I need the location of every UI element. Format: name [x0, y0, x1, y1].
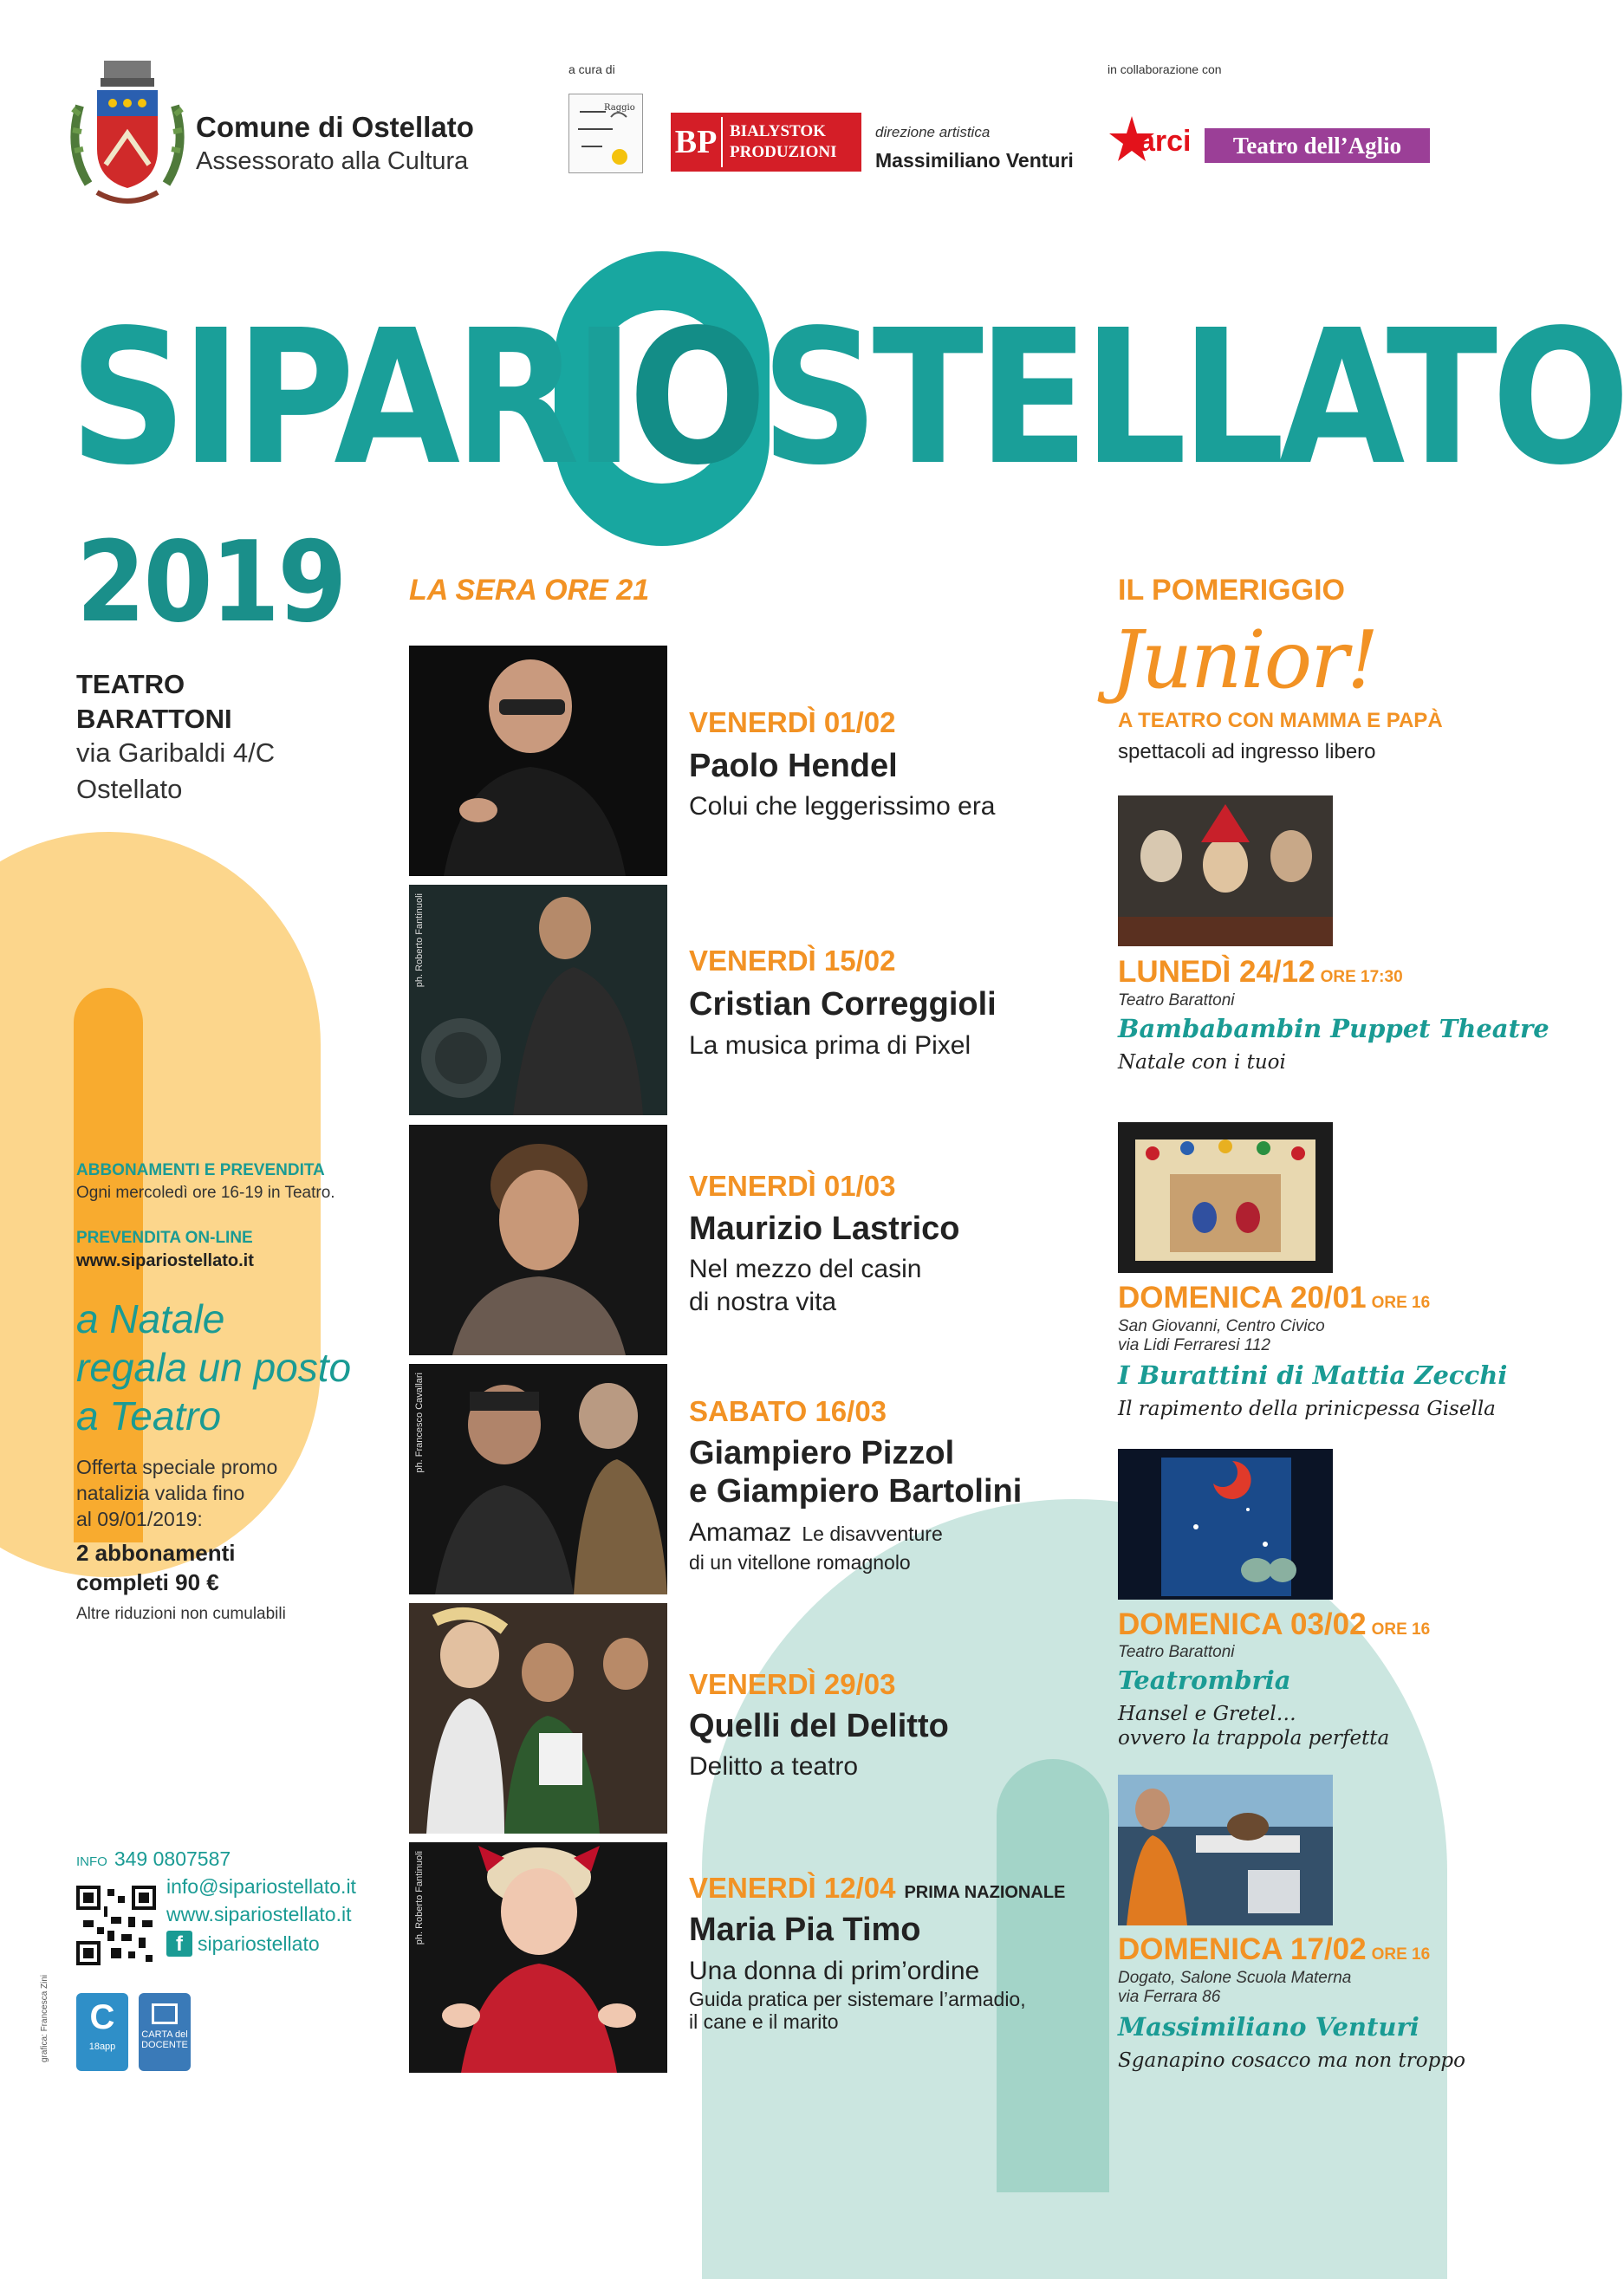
junior-event-hour: ORE 17:30	[1320, 968, 1403, 986]
svg-text:Raggio: Raggio	[604, 103, 635, 113]
junior-event-show-line2: ovvero la trappola perfetta	[1118, 1727, 1390, 1750]
junior-event-date	[1118, 955, 1403, 990]
raggio-verde-logo	[568, 94, 643, 173]
facebook-icon: f	[166, 1931, 192, 1957]
festival-title	[69, 290, 1624, 506]
photo-credit: ph. Francesco Cavallari	[414, 1373, 425, 1473]
offer-line2: natalizia valida fino	[76, 1482, 245, 1504]
prevendita-online-link[interactable]: www.sipariostellato.it	[76, 1251, 254, 1270]
natale-line3: a Teatro	[76, 1393, 222, 1438]
event-sub-line2: il cane e il marito	[689, 2010, 839, 2033]
arci-text: arci	[1139, 125, 1192, 158]
event-artist: Maria Pia Timo	[689, 1912, 921, 1948]
18app-badge: C 18app	[76, 1993, 128, 2071]
junior-event-date-text: LUNEDÌ 24/12	[1118, 955, 1315, 989]
venue-name-line2: BARATTONI	[76, 704, 232, 734]
event-date	[689, 1872, 1065, 1905]
bialystok-produzioni-logo	[671, 113, 861, 172]
photo-credit: ph. Roberto Fantinuoli	[414, 1851, 425, 1945]
event-show-line1: Nel mezzo del casin	[689, 1255, 922, 1283]
event-date: SABATO 16/03	[689, 1395, 887, 1427]
title-part2: STELLATO	[761, 290, 1624, 506]
direzione-label: direzione artistica	[875, 124, 991, 140]
event-sub	[689, 1988, 1026, 2033]
junior-title: Junior!	[1111, 614, 1378, 706]
facebook-handle: sipariostellato	[198, 1932, 320, 1955]
event-sub-line1: Guida pratica per sistemare l’armadio,	[689, 1988, 1026, 2010]
event-artist: Paolo Hendel	[689, 748, 898, 784]
junior-event-company: I Burattini di Mattia Zecchi	[1118, 1360, 1508, 1390]
abbo-line1: 2 abbonamenti	[76, 1540, 236, 1566]
phone-number[interactable]: 349 0807587	[114, 1847, 231, 1870]
junior-event-date	[1118, 1281, 1430, 1315]
event-date: VENERDÌ 01/02	[689, 706, 896, 738]
abbonamenti-text: Ogni mercoledì ore 16-19 in Teatro.	[76, 1184, 335, 1202]
bp-mark: BP	[671, 117, 723, 167]
junior-event-company: Teatrombria	[1118, 1665, 1291, 1695]
abbonamenti-heading: ABBONAMENTI E PREVENDITA	[76, 1161, 325, 1179]
event-show: Colui che leggerissimo era	[689, 792, 996, 821]
maurizio-lastrico-photo	[409, 1125, 667, 1355]
event-date: VENERDÌ 01/03	[689, 1170, 896, 1202]
event-show: Delitto a teatro	[689, 1752, 859, 1781]
junior-event-show-line1: Hansel e Gretel…	[1118, 1703, 1296, 1725]
cristian-correggioli-photo	[409, 885, 667, 1115]
photo-credit: ph. Roberto Fantinuoli	[414, 893, 425, 988]
event-show: Una donna di prim’ordine	[689, 1957, 980, 1985]
junior-event-place-line2: via Ferrara 86	[1118, 1988, 1221, 2006]
junior-event-place: Teatro Barattoni	[1118, 991, 1235, 1010]
bp-line1: BIALYSTOK	[730, 122, 826, 140]
decorative-green-bar	[997, 1759, 1109, 2192]
comune-crest-logo	[62, 54, 192, 218]
junior-event-hour: ORE 16	[1371, 1294, 1431, 1312]
sera-heading: LA SERA ORE 21	[409, 574, 650, 607]
pomeriggio-heading: IL POMERIGGIO	[1118, 574, 1345, 607]
event-sub-line1: Le disavventure	[802, 1523, 943, 1545]
info-phone	[76, 1847, 231, 1871]
offer-text	[76, 1454, 277, 1532]
massimiliano-venturi-photo	[1118, 1775, 1333, 1925]
junior-event-hour: ORE 16	[1371, 1620, 1431, 1639]
junior-event-company: Bambabambin Puppet Theatre	[1118, 1014, 1549, 1043]
teatro-aglio-logo: Teatro dell’Aglio	[1205, 128, 1430, 163]
natale-promo-heading	[76, 1295, 351, 1440]
website-link[interactable]: www.sipariostellato.it	[166, 1903, 352, 1925]
junior-event-company: Massimiliano Venturi	[1118, 2012, 1419, 2042]
carta-docente-badge	[139, 1993, 191, 2071]
junior-event-date-text: DOMENICA 03/02	[1118, 1607, 1367, 1641]
direzione-name: Massimiliano Venturi	[875, 149, 1074, 172]
junior-event-place	[1118, 1969, 1351, 2007]
event-show	[689, 1253, 921, 1319]
event-show: Amamaz	[689, 1518, 792, 1547]
18app-label: 18app	[88, 2042, 116, 2052]
carta-docente-label: CARTA del DOCENTE	[141, 2029, 188, 2050]
junior-tagline: A TEATRO CON MAMMA E PAPÀ	[1118, 709, 1443, 732]
offer-line1: Offerta speciale promo	[76, 1456, 278, 1478]
bambabambin-photo	[1118, 795, 1333, 946]
event-artist-line1: Giampiero Pizzol	[689, 1435, 955, 1471]
qr-code[interactable]	[76, 1886, 156, 1965]
venue-address	[76, 735, 275, 808]
event-artist-line2: e Giampiero Bartolini	[689, 1473, 1023, 1510]
junior-event-date-text: DOMENICA 17/02	[1118, 1932, 1367, 1966]
junior-event-hour: ORE 16	[1371, 1945, 1431, 1964]
mattia-zecchi-photo	[1118, 1122, 1333, 1273]
junior-event-place: Teatro Barattoni	[1118, 1643, 1235, 1661]
offer-line3: al 09/01/2019:	[76, 1508, 203, 1530]
maria-pia-timo-photo	[409, 1842, 667, 2073]
abbo-line2: completi 90 €	[76, 1569, 219, 1595]
junior-event-show: Il rapimento della prinicpessa Gisella	[1118, 1398, 1496, 1420]
event-show: La musica prima di Pixel	[689, 1031, 971, 1060]
venue-name	[76, 667, 232, 737]
event-artist	[689, 1434, 1022, 1510]
junior-event-place	[1118, 1317, 1325, 1355]
quelli-del-delitto-photo	[409, 1603, 667, 1834]
event-artist: Maurizio Lastrico	[689, 1211, 960, 1247]
junior-event-date-text: DOMENICA 20/01	[1118, 1281, 1367, 1315]
junior-event-show: Natale con i tuoi	[1118, 1051, 1286, 1074]
comune-name: Comune di Ostellato	[196, 111, 474, 143]
junior-event-date	[1118, 1607, 1430, 1642]
pizzol-bartolini-photo	[409, 1364, 667, 1594]
event-show-row	[689, 1516, 943, 1549]
junior-event-place-line2: via Lidi Ferraresi 112	[1118, 1336, 1271, 1354]
collaborazione-label: in collaborazione con	[1108, 62, 1222, 76]
teatrombria-photo	[1118, 1449, 1333, 1600]
festival-year: 2019	[76, 518, 345, 647]
arci-logo	[1108, 111, 1192, 180]
junior-event-place-line1: Dogato, Salone Scuola Materna	[1118, 1969, 1352, 1987]
title-part1: SIPARI	[69, 290, 629, 506]
event-show-line2: di nostra vita	[689, 1288, 837, 1316]
bp-line2: PRODUZIONI	[730, 143, 837, 161]
abbonamenti-offer	[76, 1538, 235, 1597]
prevendita-online-heading: PREVENDITA ON-LINE	[76, 1229, 253, 1247]
event-date-text: VENERDÌ 12/04	[689, 1872, 896, 1904]
junior-event-show	[1118, 1702, 1389, 1750]
event-date: VENERDÌ 29/03	[689, 1668, 896, 1700]
junior-event-show: Sganapino cosacco ma non troppo	[1118, 2049, 1465, 2072]
grafica-credit: grafica: Francesca Zini	[40, 1974, 49, 2062]
venue-address-line2: Ostellato	[76, 774, 183, 804]
junior-event-place-line1: San Giovanni, Centro Civico	[1118, 1317, 1325, 1335]
a-cura-label: a cura di	[568, 62, 615, 76]
venue-address-line1: via Garibaldi 4/C	[76, 737, 276, 768]
natale-line1: a Natale	[76, 1296, 225, 1341]
event-sub-line2: di un vitellone romagnolo	[689, 1551, 911, 1574]
junior-event-date	[1118, 1932, 1430, 1967]
junior-note: spettacoli ad ingresso libero	[1118, 740, 1376, 763]
paolo-hendel-photo	[409, 646, 667, 876]
venue-name-line1: TEATRO	[76, 669, 185, 699]
riduzioni-note: Altre riduzioni non cumulabili	[76, 1605, 286, 1623]
natale-line2: regala un posto	[76, 1345, 352, 1390]
title-o-letter: O	[628, 290, 762, 506]
info-label: INFO	[76, 1854, 107, 1869]
facebook-link[interactable]	[166, 1931, 320, 1957]
email-link[interactable]: info@sipariostellato.it	[166, 1875, 356, 1898]
event-date: VENERDÌ 15/02	[689, 945, 896, 977]
event-artist: Cristian Correggioli	[689, 986, 997, 1023]
event-artist: Quelli del Delitto	[689, 1708, 949, 1744]
comune-subtitle: Assessorato alla Cultura	[196, 147, 469, 175]
prima-nazionale-label: PRIMA NAZIONALE	[904, 1883, 1066, 1902]
